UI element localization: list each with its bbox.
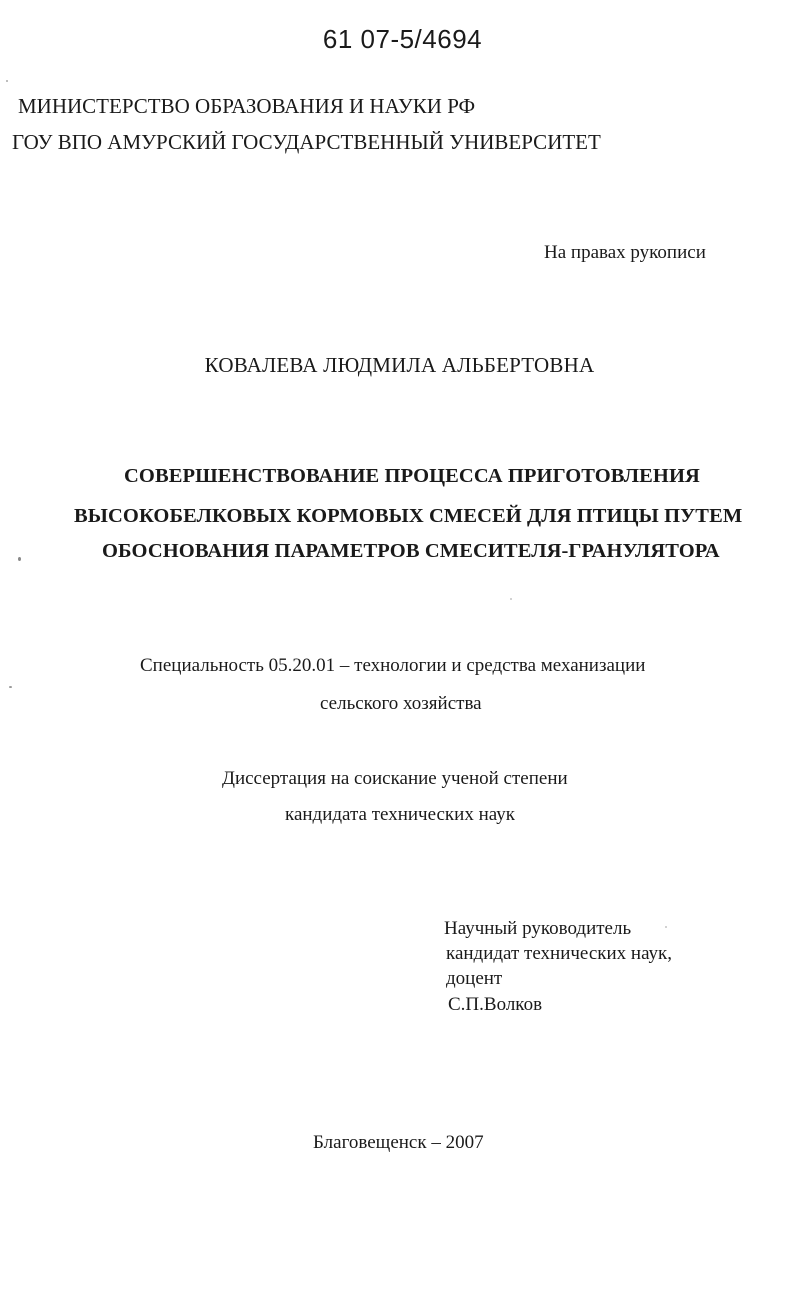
scan-speck	[18, 557, 21, 561]
archive-stamp-number: 61 07-5/4694	[322, 24, 483, 54]
ministry-line-1: МИНИСТЕРСТВО ОБРАЗОВАНИЯ И НАУКИ РФ	[18, 94, 476, 118]
supervisor-degree: кандидат технических наук,	[446, 943, 673, 964]
city-year: Благовещенск – 2007	[313, 1132, 484, 1153]
scan-speck	[510, 598, 512, 600]
scan-speck	[6, 80, 8, 82]
scan-speck	[665, 926, 667, 928]
supervisor-name: С.П.Волков	[448, 994, 543, 1015]
author-name: КОВАЛЕВА ЛЮДМИЛА АЛЬБЕРТОВНА	[204, 353, 595, 377]
specialty-line-2: сельского хозяйства	[320, 693, 482, 714]
university-line: ГОУ ВПО АМУРСКИЙ ГОСУДАРСТВЕННЫЙ УНИВЕРСИТЕТ	[12, 130, 601, 154]
manuscript-rights-note: На правах рукописи	[544, 242, 706, 263]
specialty-line-1: Специальность 05.20.01 – технологии и средства механизации	[140, 655, 646, 676]
supervisor-role: Научный руководитель	[444, 918, 632, 939]
thesis-title-line-3: ОБОСНОВАНИЯ ПАРАМЕТРОВ СМЕСИТЕЛЯ-ГРАНУЛЯТОРА	[102, 540, 720, 562]
supervisor-rank: доцент	[446, 968, 503, 989]
dissertation-line-1: Диссертация на соискание ученой степени	[222, 768, 568, 789]
dissertation-line-2: кандидата технических наук	[285, 804, 515, 825]
thesis-title-line-2: ВЫСОКОБЕЛКОВЫХ КОРМОВЫХ СМЕСЕЙ ДЛЯ ПТИЦЫ ПУТЕМ	[74, 505, 743, 527]
scan-speck	[9, 686, 12, 688]
thesis-title-line-1: СОВЕРШЕНСТВОВАНИЕ ПРОЦЕССА ПРИГОТОВЛЕНИЯ	[124, 465, 700, 487]
